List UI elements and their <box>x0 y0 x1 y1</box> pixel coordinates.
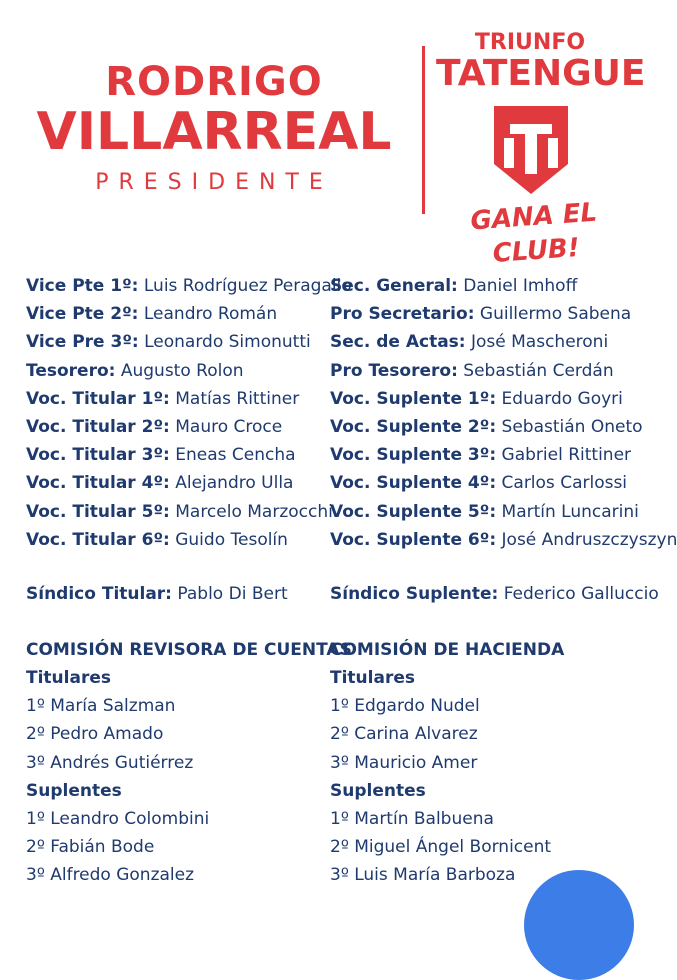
list-item <box>330 272 640 300</box>
list-item <box>26 272 352 300</box>
member-name: Gabriel Rittiner <box>501 445 632 466</box>
subsection-title: Suplentes <box>330 780 426 801</box>
list-item <box>26 328 336 356</box>
role-label: Voc. Titular 5º: <box>26 501 170 522</box>
list-item: 2º Fabián Bode <box>26 837 155 858</box>
slogan: GANA EL CLUB! <box>469 197 599 269</box>
list-item <box>330 357 640 385</box>
list-item <box>26 413 336 441</box>
role-label: Voc. Titular 2º: <box>26 416 170 437</box>
list-item: 3º Alfredo Gonzalez <box>26 865 195 886</box>
role-label: Voc. Suplente 1º: <box>330 388 497 409</box>
role-label: Voc. Suplente 3º: <box>330 445 497 466</box>
subsection-title: Titulares <box>26 668 111 688</box>
list-item <box>26 469 336 497</box>
list-item <box>26 357 336 385</box>
list-item <box>26 385 336 413</box>
member-name: Carlos Carlossi <box>501 473 628 494</box>
list-item <box>330 526 677 554</box>
member-name: Leonardo Simonutti <box>144 332 311 353</box>
right-roles-list <box>330 272 677 554</box>
role-label: Voc. Suplente 6º: <box>330 529 497 550</box>
member-name: Sebastián Cerdán <box>463 360 614 381</box>
role-label: Vice Pre 3º: <box>26 332 139 353</box>
role-label: Vice Pte 2º: <box>26 304 139 325</box>
comision-revisora <box>26 636 352 890</box>
list-item: 1º Leandro Colombini <box>26 808 210 829</box>
list-item: 3º Luis María Barboza <box>330 865 516 886</box>
member-name: José Andruszczyszyn <box>501 529 677 550</box>
list-item <box>26 300 336 328</box>
list-item <box>330 498 640 526</box>
list-item <box>330 469 640 497</box>
member-name: Mauro Croce <box>175 416 283 437</box>
member-name: Leandro Román <box>143 304 278 325</box>
role-label: Vice Pte 1º: <box>26 276 139 296</box>
sindico-suplente <box>330 580 659 608</box>
role-label: Sec. de Actas: <box>330 332 466 353</box>
member-name: Sebastián Oneto <box>501 416 643 437</box>
list-item: 1º María Salzman <box>26 696 176 717</box>
role-label: Síndico Suplente: <box>330 584 499 604</box>
sindico-titular <box>26 580 346 608</box>
list-item <box>330 385 640 413</box>
header <box>0 0 648 269</box>
section-title: COMISIÓN DE HACIENDA <box>330 640 565 660</box>
list-item <box>330 441 640 469</box>
list-item: 2º Miguel Ángel Bornicent <box>330 837 552 858</box>
role-label: Pro Tesorero: <box>330 360 458 381</box>
member-name: Alejandro Ulla <box>175 473 294 494</box>
list-item <box>330 413 643 441</box>
list-item <box>330 580 659 608</box>
section-title: COMISIÓN REVISORA DE CUENTAS <box>26 640 352 660</box>
list-item <box>330 328 640 356</box>
role-label: Voc. Suplente 4º: <box>330 473 497 494</box>
candidate-last-name: VILLARREAL <box>36 102 392 162</box>
member-name: Matías Rittiner <box>175 388 300 409</box>
comision-hacienda <box>330 636 640 890</box>
role-label: Voc. Titular 4º: <box>26 473 170 494</box>
member-name: Marcelo Marzocchi <box>175 501 333 522</box>
member-name: Augusto Rolon <box>120 360 244 381</box>
member-name: Eduardo Goyri <box>501 388 623 409</box>
role-label: Voc. Titular 6º: <box>26 529 170 550</box>
role-label: Voc. Titular 1º: <box>26 388 170 409</box>
header-divider <box>422 46 425 214</box>
list-item: 3º Mauricio Amer <box>330 752 478 773</box>
left-roles-list <box>26 272 352 554</box>
member-name: Guillermo Sabena <box>479 304 632 325</box>
list-item <box>26 580 346 608</box>
list-item <box>26 441 336 469</box>
member-name: Guido Tesolín <box>175 529 288 550</box>
list-item <box>330 300 640 328</box>
member-name: Luis Rodríguez Peragallo <box>143 276 352 296</box>
member-name: Martín Luncarini <box>501 501 639 522</box>
logo-main-text: TATENGUE <box>436 53 646 94</box>
list-item: 2º Carina Alvarez <box>330 724 478 745</box>
role-label: Tesorero: <box>26 360 116 381</box>
list-item <box>26 498 336 526</box>
list-item: 1º Martín Balbuena <box>330 808 494 829</box>
list-item <box>26 526 336 554</box>
list-item: 2º Pedro Amado <box>26 724 164 745</box>
role-label: Síndico Titular: <box>26 584 172 604</box>
role-label: Voc. Suplente 2º: <box>330 416 497 437</box>
role-label: Voc. Titular 3º: <box>26 445 170 466</box>
role-label: Pro Secretario: <box>330 304 475 325</box>
subsection-title: Titulares <box>330 668 415 688</box>
candidate-role: PRESIDENTE <box>95 170 333 195</box>
logo-top-text: TRIUNFO <box>474 30 586 55</box>
subsection-title: Suplentes <box>26 780 122 801</box>
club-crest-icon <box>490 102 572 198</box>
list-item: 3º Andrés Gutiérrez <box>26 752 194 773</box>
member-name: Daniel Imhoff <box>463 276 578 296</box>
member-name: Eneas Cencha <box>175 445 296 466</box>
member-name: José Mascheroni <box>471 332 609 353</box>
member-name: Federico Galluccio <box>503 584 659 604</box>
member-name: Pablo Di Bert <box>177 584 288 604</box>
list-item: 1º Edgardo Nudel <box>330 696 480 717</box>
role-label: Voc. Suplente 5º: <box>330 501 497 522</box>
role-label: Sec. General: <box>330 276 458 296</box>
floating-action-button[interactable] <box>524 870 634 980</box>
candidate-first-name: RODRIGO <box>105 59 323 105</box>
